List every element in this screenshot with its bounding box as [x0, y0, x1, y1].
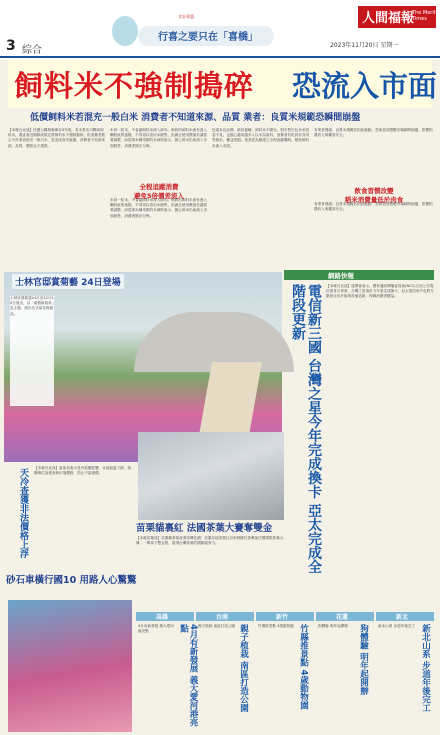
pull-quote-line-1: 全程追蹤消費	[139, 183, 179, 191]
section-label: 綜合	[22, 45, 42, 56]
region-bar-kaohsiung	[136, 612, 194, 621]
region-body-hsinchu: 竹縣推景點 4歲動物園	[258, 624, 294, 628]
article-col-2: 米同一粒米，不會讓飼料米流入商內。惟碎的飼料米會有進入麵粉區的風險，不得再以食用米販售，但調去使用價值若讓需要調整，而從事米種零銷的米商則表示，擔心碎米仍會流入市面販售，消費者無法分辨。	[110, 128, 208, 148]
header-rule	[0, 56, 440, 58]
article-col-4b: 有業者強調，良質米規範若因此鬆動，恐會造成整體市場瞬間崩盤，影響稻農收入與糧食安全。	[314, 202, 433, 212]
region-name-hualien: 花蓮	[336, 614, 349, 621]
photo-caption: 士林官邸賞菊藝 24日登場	[12, 274, 124, 289]
photo-side-text: 士林官邸菊展24日至12月10日展出，以「菊藝新氣象」為主題，展出各式菊花與藝品。	[10, 296, 54, 406]
region-body-newtaipei: 新北山系 步道年後完工	[378, 624, 416, 628]
article-col-4: 有業者強調，良質米規範若因此鬆動，恐會造成整體市場瞬間崩盤，影響稻農收入與糧食安全。	[314, 128, 433, 138]
left-article-caption: 砂石車橫行國10 用路人心驚驚	[6, 575, 137, 586]
region-bar-hsinchu	[256, 612, 314, 621]
region-name-kaohsiung: 高雄	[156, 614, 169, 621]
left-article-body: 【本報台北訊】氣象局表示受冷氣團影響，各地氣溫下降，相關單位加強查核市場價格，防止不當漲價。	[34, 466, 132, 476]
sidebar-body: 【本報台北訊】通傳會表示，國家通訊傳播委員會(NCC)日前公告電信業者合併案，台灣之星預計今年底完成換卡，亞太電信用戶也將分階段完成升級與設備更新，保障消費者權益。	[326, 284, 434, 299]
left-article-title: 天冷查獲非法價格上浮	[18, 468, 28, 558]
banner-title: 行喜之要只在「喜橋」	[158, 32, 258, 43]
page-number: 3	[6, 38, 16, 54]
region-name-tainan: 台南	[216, 614, 229, 621]
region-name-newtaipei: 新北	[396, 614, 409, 621]
pull-quote-2-line-1: 飲食習慣改變	[354, 187, 394, 195]
region-bar-hualien	[316, 612, 374, 621]
sidebar-tag: 網路快報	[328, 272, 354, 280]
region-headline-kaohsiung: 4月有新發展 義大愛河港亮點	[178, 624, 198, 727]
article-col-3: 包裝米長品牌，暗培養種，飼料米不曝光，對市售白包米米殼卷不見。也擔心越來越多人以米為原料，消費者若吃到非食用等級米，權益受損。業者認為應建立全程追蹤機制，避免飼料米流入市面。	[212, 128, 310, 148]
logo-chinese: 人間福報	[362, 11, 415, 26]
pull-quote-2-line-2: 稻米消費量低於肉食	[344, 196, 404, 204]
article-col-1: 【本報台北訊】民國公糧稻穀庫存3年後，若未售出可轉成飼料米，農委會近期修改規定將飼料米不強制搗碎，但消費者擔心不肖業者混充一般白米，恐造成食安疑慮。消費者不知道來源、品質，價格也不透明。	[8, 128, 106, 148]
region-body-tainan: 親子植栽 南區打造公園	[198, 624, 236, 628]
logo-english: The Merit Times	[412, 10, 436, 22]
region-bar-tainan	[196, 612, 254, 621]
main-headline-secondary: 恐流入市面	[292, 69, 438, 103]
region-body-hualien: 狗體驗 明年起開辦	[318, 624, 348, 628]
tea-article-body: 【本報苗栗訊】苗栗縣茶葉產業再傳佳績！苗栗在地茶農以自家發酵紅茶參加法國國際茶葉大賽，一舉拿下雙金獎，展現台灣茶葉的國際競爭力。	[136, 536, 284, 546]
region-bar-newtaipei	[376, 612, 434, 621]
sidebar-tag-bar	[284, 270, 434, 280]
truck-photo	[8, 600, 132, 732]
main-headline: 飼料米不強制搗碎	[14, 69, 255, 103]
dolphin-mascot-icon	[112, 16, 138, 46]
region-body-kaohsiung: 4月有新發展 義大愛河港亮點	[138, 624, 174, 634]
region-headline-hsinchu: 竹縣推景點 4歲動物園	[298, 624, 309, 710]
pull-quote-line-2: 避免5倍價差流入	[133, 192, 185, 200]
tea-article-title: 苗栗貓裏紅 法國茶葉大賽奪雙金	[136, 523, 273, 534]
region-headline-newtaipei: 新北山系 步道年後完工	[420, 624, 431, 712]
article-col-2b: 米同一粒米，不會讓飼料米流入商內。惟碎的飼料米會有進入麵粉區的風險，不得再以食用米販售，但調去使用價值若讓需要調整，而從事米種零銷的米商則表示，擔心碎米仍會流入市面販售，消費者無法分辨。	[110, 198, 208, 218]
issue-date: 2023年11月20日 星期一	[330, 42, 399, 49]
region-headline-hualien: 狗體驗 明年起開辦	[358, 624, 369, 695]
sidebar-vertical-headline: 電信新三國 台灣之星今年完成換卡 亞太完成全階段更新	[290, 284, 322, 574]
region-headline-tainan: 親子植栽 南區打造公園	[238, 624, 249, 712]
region-name-hsinchu: 新竹	[276, 614, 289, 621]
tea-award-photo	[138, 432, 284, 520]
subheadline: 低價飼料米若混充一般白米 消費者不知道來源、品質 業者：良質米規範恐瞬間崩盤	[30, 113, 361, 123]
banner-subtitle: 食安專題	[178, 14, 194, 19]
